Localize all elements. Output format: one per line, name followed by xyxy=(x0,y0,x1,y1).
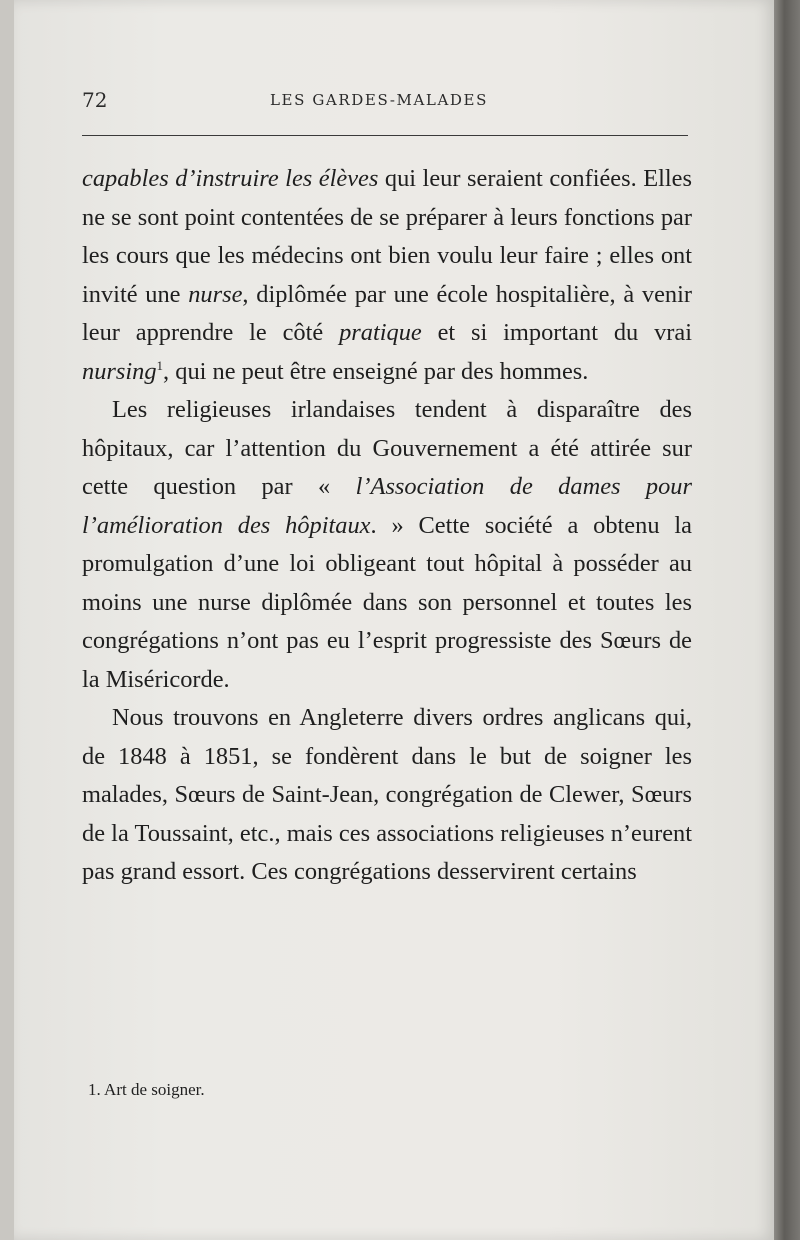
italic-text: capables d’instruire les élèves xyxy=(82,165,379,192)
page-number: 72 xyxy=(82,88,108,112)
running-head: LES GARDES-MALADES xyxy=(270,91,488,109)
italic-text: l’Association de dames pour l’amélioration des hôpitaux xyxy=(82,473,692,539)
text-run: et si important du vrai xyxy=(421,319,692,346)
paragraph xyxy=(82,160,692,391)
page-edge-shadow xyxy=(774,0,800,1240)
text-run: Nous trouvons en Angleterre divers ordres anglicans qui, de 1848 à 1851, se fondèrent dans le but de soigner les malades, Sœurs de Saint-Jean, congrégation de Clewer, Sœurs de la Toussaint, etc., mais ces associations religieuses n’eurent pas grand essort. Ces congrégations desservirent certains xyxy=(82,704,692,885)
body-text xyxy=(82,160,692,892)
footnote: 1. Art de soigner. xyxy=(88,1080,205,1099)
italic-text: nurse xyxy=(188,280,243,308)
italic-text: pratique xyxy=(339,319,422,346)
text-run: , diplômée par une école hospitalière, à venir leur apprendre le côté xyxy=(82,280,692,346)
text-run: qui leur seraient confiées. Elles ne se sont point contentées de se préparer à leurs fonctions par les cours que les médecins ont bien voulu leur faire ; elles ont invité une xyxy=(82,165,692,308)
text-run: . » Cette société a obtenu la promulgation d’une loi obligeant tout hôpital à posséder au moins une nurse diplômée dans son personnel et toutes les congrégations n’ont pas eu l’esprit progressiste des Sœurs de la Miséricorde. xyxy=(82,511,692,693)
text-run: , qui ne peut être enseigné par des hommes. xyxy=(163,357,589,385)
italic-text: nursing xyxy=(82,357,157,385)
footnote-marker: 1 xyxy=(156,357,164,373)
header-rule xyxy=(82,135,688,136)
text-run: Les religieuses irlandaises tendent à disparaître des hôpitaux, car l’attention du Gouvernement a été attirée sur cette question par « xyxy=(82,396,692,500)
paragraph xyxy=(82,391,692,699)
page-header xyxy=(82,88,688,118)
paragraph xyxy=(82,699,692,892)
